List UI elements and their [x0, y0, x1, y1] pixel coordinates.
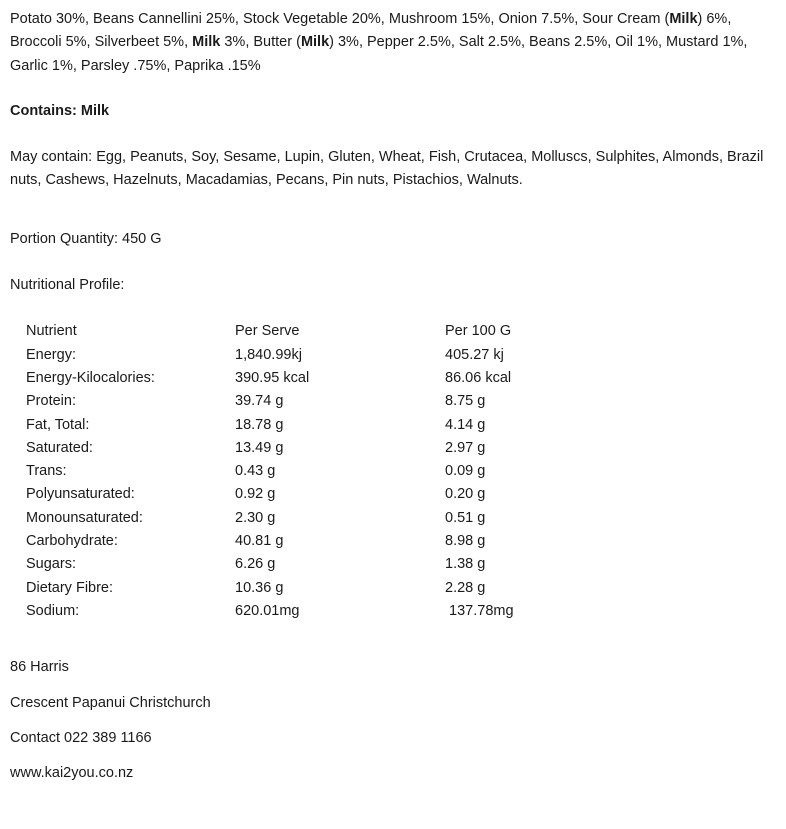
nutrition-row	[26, 390, 645, 413]
nutrient-name: Polyunsaturated:	[26, 486, 135, 503]
per-serve-value: 10.36 g	[235, 579, 284, 596]
nutrient-name: Sodium:	[26, 602, 80, 619]
per-100g-value: 0.51 g	[445, 509, 486, 526]
per-serve-value: 40.81 g	[235, 533, 284, 550]
ingredient-text: ) 6%, Broccoli 5%, Silverbeet 5%,	[10, 11, 732, 51]
nutrition-row	[26, 507, 645, 530]
header-per-100g: Per 100 G	[445, 323, 512, 340]
per-serve-value: 6.26 g	[235, 556, 276, 573]
address-line-2: Crescent Papanui Christchurch	[10, 694, 211, 711]
per-100g-value: 0.20 g	[445, 486, 486, 503]
nutrient-name: Dietary Fibre:	[26, 579, 114, 596]
nutrient-name: Trans:	[26, 463, 67, 480]
ingredient-text: ) 3%, Pepper 2.5%, Salt 2.5%, Beans 2.5%, Oil 1%, Mustard 1%, Garlic 1%, Parsley .75%, Paprika .15%	[10, 34, 748, 74]
per-100g-value: 4.14 g	[445, 416, 486, 433]
nutrient-name: Energy-Kilocalories:	[26, 369, 155, 386]
website-link[interactable]: www.kai2you.co.nz	[10, 765, 134, 782]
per-100g-value: 2.97 g	[445, 439, 486, 456]
nutrition-row	[26, 577, 645, 600]
ingredients-list	[10, 8, 778, 78]
per-serve-value: 39.74 g	[235, 393, 284, 410]
nutrition-table	[26, 320, 645, 623]
contact-footer	[10, 656, 778, 785]
per-100g-value: 8.98 g	[445, 533, 486, 550]
per-100g-value: 137.78mg	[445, 602, 514, 619]
per-serve-value: 390.95 kcal	[235, 369, 310, 386]
per-serve-value: 1,840.99kj	[235, 346, 302, 363]
per-serve-value: 0.92 g	[235, 486, 276, 503]
header-per-serve: Per Serve	[235, 323, 300, 340]
nutrition-table-header	[26, 320, 645, 343]
nutrition-row	[26, 530, 645, 553]
per-serve-value: 18.78 g	[235, 416, 284, 433]
per-100g-value: 0.09 g	[445, 463, 486, 480]
per-100g-value: 8.75 g	[445, 393, 486, 410]
product-info-page	[10, 8, 778, 797]
nutrition-row	[26, 460, 645, 483]
nutrition-row	[26, 553, 645, 576]
per-serve-value: 0.43 g	[235, 463, 276, 480]
per-100g-value: 405.27 kj	[445, 346, 504, 363]
nutritional-profile-label: Nutritional Profile:	[10, 277, 125, 294]
nutrient-name: Protein:	[26, 393, 76, 410]
address-line-1: 86 Harris	[10, 659, 69, 676]
per-serve-value: 2.30 g	[235, 509, 276, 526]
per-serve-value: 620.01mg	[235, 602, 300, 619]
nutrition-row	[26, 600, 645, 623]
nutrient-name: Saturated:	[26, 439, 93, 456]
nutrition-row	[26, 437, 645, 460]
header-nutrient: Nutrient	[26, 323, 77, 340]
contact-phone: Contact 022 389 1166	[10, 729, 152, 746]
nutrient-name: Energy:	[26, 346, 76, 363]
portion-quantity: Portion Quantity: 450 G	[10, 230, 162, 247]
nutrient-name: Sugars:	[26, 556, 76, 573]
nutrition-row	[26, 414, 645, 437]
per-100g-value: 1.38 g	[445, 556, 486, 573]
nutrition-row	[26, 367, 645, 390]
nutrition-row	[26, 344, 645, 367]
contains-allergens: Contains: Milk	[10, 102, 110, 119]
allergen-highlight: Milk	[192, 34, 221, 51]
per-100g-value: 2.28 g	[445, 579, 486, 596]
allergen-highlight: Milk	[669, 11, 698, 27]
nutrient-name: Carbohydrate:	[26, 533, 118, 550]
nutrient-name: Fat, Total:	[26, 416, 90, 433]
allergen-highlight: Milk	[300, 34, 330, 51]
per-100g-value: 86.06 kcal	[445, 369, 512, 386]
nutrient-name: Monounsaturated:	[26, 509, 143, 526]
may-contain-allergens: May contain: Egg, Peanuts, Soy, Sesame, Lupin, Gluten, Wheat, Fish, Crutacea, Molluscs, Sulphites, Almonds, Brazil nuts, Cashews, Hazelnuts, Macadamias, Pecans, Pin nuts, Pistachios, Walnuts.	[10, 149, 764, 189]
ingredient-text: Potato 30%, Beans Cannellini 25%, Stock Vegetable 20%, Mushroom 15%, Onion 7.5%, Sour Cream (	[10, 11, 670, 27]
ingredient-text: 3%, Butter (	[220, 34, 301, 51]
per-serve-value: 13.49 g	[235, 439, 284, 456]
nutrition-row	[26, 483, 645, 506]
